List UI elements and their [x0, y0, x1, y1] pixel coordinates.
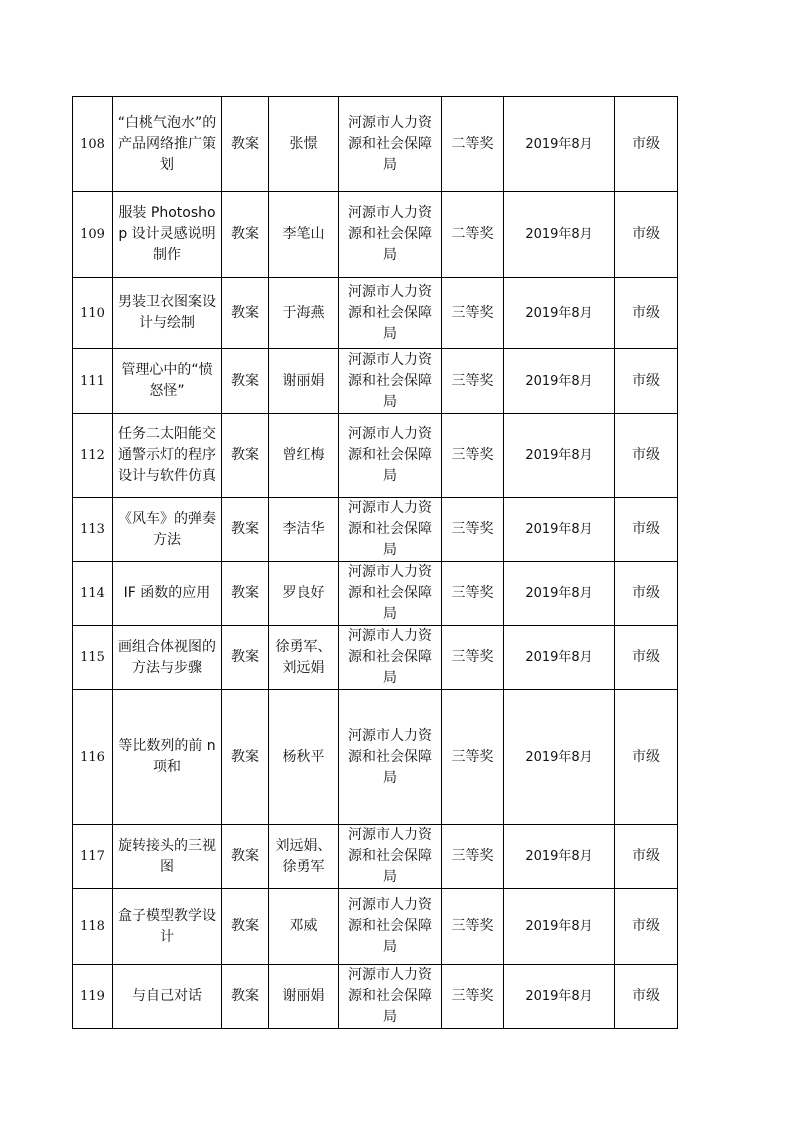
award-level: 三等奖: [442, 414, 504, 498]
row-number: 109: [73, 192, 113, 278]
award-scope: 市级: [615, 192, 678, 278]
author-name: 邓威: [269, 889, 339, 965]
author-name: 刘远娟、徐勇军: [269, 825, 339, 889]
award-date: 2019年8月: [504, 498, 615, 562]
award-level: 三等奖: [442, 278, 504, 349]
entry-type: 教案: [222, 562, 269, 626]
entry-title: 管理心中的“愤怒怪”: [113, 349, 222, 414]
award-date: 2019年8月: [504, 889, 615, 965]
award-date: 2019年8月: [504, 97, 615, 192]
awards-table: [72, 96, 678, 1029]
table-row: [73, 690, 678, 825]
award-scope: 市级: [615, 965, 678, 1029]
award-scope: 市级: [615, 498, 678, 562]
issuing-authority: 河源市人力资源和社会保障局: [339, 562, 442, 626]
entry-type: 教案: [222, 192, 269, 278]
row-number: 111: [73, 349, 113, 414]
table-row: [73, 498, 678, 562]
award-scope: 市级: [615, 562, 678, 626]
award-level: 二等奖: [442, 192, 504, 278]
author-name: 杨秋平: [269, 690, 339, 825]
author-name: 谢丽娟: [269, 349, 339, 414]
author-name: 罗良好: [269, 562, 339, 626]
entry-title: 任务二太阳能交通警示灯的程序设计与软件仿真: [113, 414, 222, 498]
table-row: [73, 278, 678, 349]
award-date: 2019年8月: [504, 414, 615, 498]
table-row: [73, 965, 678, 1029]
row-number: 110: [73, 278, 113, 349]
issuing-authority: 河源市人力资源和社会保障局: [339, 498, 442, 562]
award-date: 2019年8月: [504, 690, 615, 825]
author-name: 张憬: [269, 97, 339, 192]
award-level: 三等奖: [442, 965, 504, 1029]
award-scope: 市级: [615, 690, 678, 825]
row-number: 116: [73, 690, 113, 825]
author-name: 曾红梅: [269, 414, 339, 498]
award-scope: 市级: [615, 278, 678, 349]
issuing-authority: 河源市人力资源和社会保障局: [339, 626, 442, 690]
row-number: 119: [73, 965, 113, 1029]
issuing-authority: 河源市人力资源和社会保障局: [339, 414, 442, 498]
award-scope: 市级: [615, 889, 678, 965]
table-row: [73, 414, 678, 498]
row-number: 113: [73, 498, 113, 562]
award-date: 2019年8月: [504, 825, 615, 889]
award-scope: 市级: [615, 97, 678, 192]
entry-type: 教案: [222, 97, 269, 192]
award-level: 三等奖: [442, 349, 504, 414]
table-row: [73, 626, 678, 690]
award-date: 2019年8月: [504, 626, 615, 690]
award-level: 三等奖: [442, 562, 504, 626]
entry-type: 教案: [222, 349, 269, 414]
issuing-authority: 河源市人力资源和社会保障局: [339, 965, 442, 1029]
award-level: 三等奖: [442, 825, 504, 889]
table-row: [73, 889, 678, 965]
entry-type: 教案: [222, 498, 269, 562]
row-number: 114: [73, 562, 113, 626]
table-row: [73, 97, 678, 192]
award-level: 三等奖: [442, 498, 504, 562]
issuing-authority: 河源市人力资源和社会保障局: [339, 278, 442, 349]
issuing-authority: 河源市人力资源和社会保障局: [339, 192, 442, 278]
award-level: 三等奖: [442, 626, 504, 690]
row-number: 117: [73, 825, 113, 889]
row-number: 115: [73, 626, 113, 690]
entry-title: 与自己对话: [113, 965, 222, 1029]
entry-title: IF 函数的应用: [113, 562, 222, 626]
author-name: 李笔山: [269, 192, 339, 278]
award-date: 2019年8月: [504, 965, 615, 1029]
award-level: 三等奖: [442, 690, 504, 825]
table-row: [73, 349, 678, 414]
award-date: 2019年8月: [504, 278, 615, 349]
award-scope: 市级: [615, 349, 678, 414]
author-name: 徐勇军、刘远娟: [269, 626, 339, 690]
author-name: 谢丽娟: [269, 965, 339, 1029]
row-number: 108: [73, 97, 113, 192]
issuing-authority: 河源市人力资源和社会保障局: [339, 889, 442, 965]
award-level: 二等奖: [442, 97, 504, 192]
issuing-authority: 河源市人力资源和社会保障局: [339, 349, 442, 414]
entry-type: 教案: [222, 965, 269, 1029]
award-scope: 市级: [615, 626, 678, 690]
award-date: 2019年8月: [504, 562, 615, 626]
issuing-authority: 河源市人力资源和社会保障局: [339, 825, 442, 889]
entry-title: 男装卫衣图案设计与绘制: [113, 278, 222, 349]
entry-type: 教案: [222, 626, 269, 690]
table-row: [73, 192, 678, 278]
table-body: [73, 97, 678, 1029]
issuing-authority: 河源市人力资源和社会保障局: [339, 690, 442, 825]
table-row: [73, 562, 678, 626]
entry-type: 教案: [222, 414, 269, 498]
row-number: 112: [73, 414, 113, 498]
entry-title: 服装 Photoshop 设计灵感说明制作: [113, 192, 222, 278]
entry-title: 等比数列的前 n 项和: [113, 690, 222, 825]
award-scope: 市级: [615, 825, 678, 889]
entry-title: 画组合体视图的方法与步骤: [113, 626, 222, 690]
entry-title: “白桃气泡水”的产品网络推广策划: [113, 97, 222, 192]
award-date: 2019年8月: [504, 349, 615, 414]
author-name: 李洁华: [269, 498, 339, 562]
award-date: 2019年8月: [504, 192, 615, 278]
row-number: 118: [73, 889, 113, 965]
award-scope: 市级: [615, 414, 678, 498]
entry-title: 旋转接头的三视图: [113, 825, 222, 889]
entry-type: 教案: [222, 690, 269, 825]
author-name: 于海燕: [269, 278, 339, 349]
entry-type: 教案: [222, 278, 269, 349]
issuing-authority: 河源市人力资源和社会保障局: [339, 97, 442, 192]
entry-type: 教案: [222, 889, 269, 965]
entry-type: 教案: [222, 825, 269, 889]
entry-title: 《风车》的弹奏方法: [113, 498, 222, 562]
table-row: [73, 825, 678, 889]
award-level: 三等奖: [442, 889, 504, 965]
entry-title: 盒子模型教学设计: [113, 889, 222, 965]
